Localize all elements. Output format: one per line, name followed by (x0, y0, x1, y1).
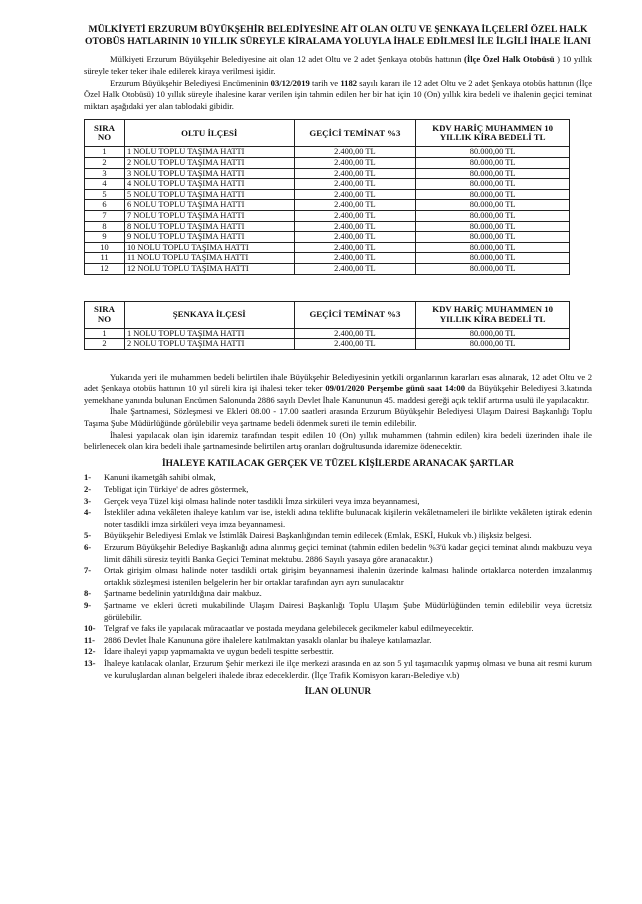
requirement-number: 9- (84, 599, 92, 610)
bus-type-emphasis: (İlçe Özel Halk Otobüsü (464, 54, 555, 65)
requirement-item (84, 646, 592, 658)
requirement-number: 12- (84, 646, 96, 657)
decision-number: 1182 (340, 77, 358, 88)
requirement-item (84, 542, 592, 565)
line-name-cell: 7 NOLU TOPLU TAŞIMA HATTI (124, 210, 294, 221)
auction-date-paragraph: Yukarıda yeri ile muhammen bedeli belirtilen ihale Büyükşehir Belediyesinin yetkili organlarının kararları esas alınarak, 12 adet Oltu ve 2 adet Şenkaya otobüs hattının 10 yıl süreli kira işi ihalesi teker teker 09/01/2020 Perşembe günü saat 14:00 da Büyükşehir Belediyesi 3.katında yemekhane yanında bulunan Encümen Salonunda 2886 sayılı Devlet İhale Kanununun 45. maddesi gereği açık teklif artırma usulü ile yapılacaktır. (84, 371, 592, 405)
requirements-title: İHALEYE KATILACAK GERÇEK VE TÜZEL KİŞİLERDE ARANACAK ŞARTLAR (161, 458, 515, 469)
deposit-cell: 2.400,00 TL (294, 168, 416, 179)
table-row (85, 339, 570, 350)
requirement-text: Ortak girişim olması halinde noter tasdikli ortak girişim beyannamesi ihalenin üzerinde kalması halinde ortaklarca noterden imzalanmış ortaklık sözleşmesi istenilen belgelerin her bir ortaklar tarafından ayrı ayrı sunulacaktır (104, 565, 592, 587)
requirement-item (84, 658, 592, 681)
line-name-cell: 5 NOLU TOPLU TAŞIMA HATTI (124, 189, 294, 200)
deposit-cell: 2.400,00 TL (294, 189, 416, 200)
requirement-text: İstekliler adına vekâleten ihaleye katılım var ise, istekli adına teklifte bulunacak kişilerin vekâletnameleri ile birlikte vekâleten iştirak edenin noter tasdikli imza sirküleri veya imza beyannamesi. (104, 507, 592, 529)
requirement-text: İdare ihaleyi yapıp yapmamakta ve uygun bedeli tespitte serbesttir. (104, 646, 334, 657)
row-number-cell: 11 (85, 253, 125, 264)
table-row (85, 179, 570, 190)
auction-datetime: 09/01/2020 Perşembe günü saat 14:00 (325, 383, 465, 394)
table-row (85, 189, 570, 200)
requirement-item (84, 530, 592, 542)
requirement-text: Kanuni ikametgâh sahibi olmak, (104, 472, 216, 483)
requirement-item (84, 623, 592, 635)
requirement-text: Telgraf ve faks ile yapılacak müracaatlar ve postada meydana gelebilecek gecikmeler kabul edilmeyecektir. (104, 623, 474, 634)
specification-paragraph: İhale Şartnamesi, Sözleşmesi ve Ekleri 08.00 - 17.00 saatleri arasında Erzurum Büyükşehir Belediyesi Ulaşım Dairesi Başkanlığı Toplu Taşıma Şube Müdürlüğünde görülebilir veya şartname bedeli ödenmek sureti ile temin edilebilir. (84, 406, 592, 429)
line-name-cell: 4 NOLU TOPLU TAŞIMA HATTI (124, 179, 294, 190)
requirement-text: Büyükşehir Belediyesi Emlak ve İstimlâk Dairesi Başkanlığından temin edilecek (Emlak, ESKİ, Hukuk vb.) ilişksiz belgesi. (104, 530, 532, 541)
table-row (85, 253, 570, 264)
senkaya-table (84, 301, 570, 350)
line-name-cell: 9 NOLU TOPLU TAŞIMA HATTI (124, 232, 294, 243)
requirement-number: 1- (84, 472, 92, 483)
deposit-cell: 2.400,00 TL (294, 221, 416, 232)
requirement-number: 7- (84, 565, 92, 576)
table-row (85, 168, 570, 179)
requirement-item (84, 472, 592, 484)
row-number-cell: 6 (85, 200, 125, 211)
column-header: KDV HARİÇ MUHAMMEN 10 YILLIK KİRA BEDELİ TL (416, 120, 570, 147)
line-name-cell: 2 NOLU TOPLU TAŞIMA HATTI (124, 339, 294, 350)
requirement-text: 2886 Devlet İhale Kanununa göre ihalelere katılmaktan yasaklı olanlar bu ihaleye katılamazlar. (104, 634, 432, 645)
column-header: ŞENKAYA İLÇESİ (124, 301, 294, 328)
row-number-cell: 8 (85, 221, 125, 232)
deposit-cell: 2.400,00 TL (294, 253, 416, 264)
line-name-cell: 1 NOLU TOPLU TAŞIMA HATTI (124, 328, 294, 339)
oltu-table-header (85, 120, 570, 147)
row-number-cell: 4 (85, 179, 125, 190)
table-row (85, 232, 570, 243)
deposit-cell: 2.400,00 TL (294, 179, 416, 190)
line-name-cell: 10 NOLU TOPLU TAŞIMA HATTI (124, 242, 294, 253)
row-number-cell: 10 (85, 242, 125, 253)
rent-cell: 80.000,00 TL (416, 157, 570, 168)
row-number-cell: 1 (85, 147, 125, 158)
requirement-item (84, 507, 592, 530)
row-number-cell: 5 (85, 189, 125, 200)
deposit-cell: 2.400,00 TL (294, 328, 416, 339)
table-row (85, 263, 570, 274)
requirement-text: Şartname bedelinin yatırıldığına dair makbuz. (104, 588, 262, 599)
intro-paragraph-2: Erzurum Büyükşehir Belediyesi Encümeninin 03/12/2019 tarih ve 1182 sayılı kararı ile 12 adet Oltu ve 2 adet Şenkaya otobüs hattının (İlçe Özel Halk Otobüsü) 10 yıllık süreyle ihalesine karar verilen işin tahmin edilen her bir hat için 10 (On) yıllık kira bedeli ve ihalenin geçici teminat miktarı aşağıdaki yer alan tablodaki gibidir. (84, 77, 593, 111)
row-number-cell: 3 (85, 168, 125, 179)
table-row (85, 147, 570, 158)
requirement-number: 3- (84, 495, 92, 506)
requirement-item (84, 588, 592, 600)
row-number-cell: 12 (85, 263, 125, 274)
line-name-cell: 1 NOLU TOPLU TAŞIMA HATTI (124, 147, 294, 158)
line-name-cell: 2 NOLU TOPLU TAŞIMA HATTI (124, 157, 294, 168)
line-name-cell: 3 NOLU TOPLU TAŞIMA HATTI (124, 168, 294, 179)
column-header: KDV HARİÇ MUHAMMEN 10 YILLIK KİRA BEDELİ TL (416, 301, 570, 328)
table-row (85, 210, 570, 221)
rent-cell: 80.000,00 TL (416, 328, 570, 339)
requirement-text: Şartname ve ekleri ücreti mukabilinde Ulaşım Dairesi Başkanlığı Toplu Ulaşım Şube Müdürlüğünden temin edilebilir veya ücretsiz görülebilir. (104, 599, 592, 622)
table-row (85, 221, 570, 232)
requirement-number: 11- (84, 634, 95, 645)
requirement-item (84, 496, 592, 508)
intro-paragraph-1: Mülkiyeti Erzurum Büyükşehir Belediyesine ait olan 12 adet Oltu ve 2 adet Şenkaya otobüs hattının (İlçe Özel Halk Otobüsü ) 10 yıllık süreyle teker teker ihale edilerek kiraya verilmesi işidir. (84, 54, 593, 76)
row-number-cell: 7 (85, 210, 125, 221)
deposit-cell: 2.400,00 TL (294, 200, 416, 211)
row-number-cell: 2 (85, 339, 125, 350)
requirement-number: 6- (84, 542, 92, 552)
payment-paragraph: İhalesi yapılacak olan işin idaremiz tarafından tespit edilen 10 (On) yıllık muhammen (tahmin edilen) kira bedeli üzerinden ihale ile belirlenecek olan kira bedeli ihale şartnamesinde belirtilen artış oranları doğrultusunda idaremize ödenecektir. (84, 429, 592, 452)
line-name-cell: 11 NOLU TOPLU TAŞIMA HATTI (124, 253, 294, 264)
council-date: 03/12/2019 (270, 77, 310, 88)
column-header: GEÇİCİ TEMİNAT %3 (294, 301, 416, 328)
deposit-cell: 2.400,00 TL (294, 339, 416, 350)
deposit-cell: 2.400,00 TL (294, 232, 416, 243)
requirement-number: 2- (84, 484, 92, 495)
column-header: SIRA NO (85, 120, 125, 147)
requirement-text: Tebligat için Türkiye' de adres göstermek, (104, 484, 249, 495)
requirement-number: 4- (84, 507, 92, 518)
oltu-table (84, 119, 570, 274)
senkaya-table-body (85, 328, 570, 349)
requirement-text: İhaleye katılacak olanlar, Erzurum Şehir merkezi ile ilçe merkezi arasında en az son 5 yıl taşımacılık yapmış olması ve buna ait resmi kurum ve kuruluşlardan alınan belgeleri ihalede ibraz edeceklerdir. (İlçe Trafik Komisyon kararı-Belediye v.b) (104, 657, 592, 680)
table-row (85, 200, 570, 211)
rent-cell: 80.000,00 TL (416, 263, 570, 274)
column-header: SIRA NO (85, 301, 125, 328)
requirement-item (84, 635, 592, 647)
rent-cell: 80.000,00 TL (416, 242, 570, 253)
rent-cell: 80.000,00 TL (416, 221, 570, 232)
deposit-cell: 2.400,00 TL (294, 147, 416, 158)
row-number-cell: 1 (85, 328, 125, 339)
rent-cell: 80.000,00 TL (416, 253, 570, 264)
senkaya-table-header (85, 301, 570, 328)
deposit-cell: 2.400,00 TL (294, 210, 416, 221)
line-name-cell: 8 NOLU TOPLU TAŞIMA HATTI (124, 221, 294, 232)
table-row (85, 157, 570, 168)
deposit-cell: 2.400,00 TL (294, 263, 416, 274)
requirement-item (84, 565, 592, 588)
rent-cell: 80.000,00 TL (416, 179, 570, 190)
oltu-table-body (85, 147, 570, 274)
requirement-number: 10- (84, 623, 96, 634)
row-number-cell: 9 (85, 232, 125, 243)
rent-cell: 80.000,00 TL (416, 189, 570, 200)
deposit-cell: 2.400,00 TL (294, 242, 416, 253)
table-row (85, 328, 570, 339)
line-name-cell: 6 NOLU TOPLU TAŞIMA HATTI (124, 200, 294, 211)
rent-cell: 80.000,00 TL (416, 168, 570, 179)
document-title: MÜLKİYETİ ERZURUM BÜYÜKŞEHİR BELEDİYESİNE AİT OLAN OLTU VE ŞENKAYA İLÇELERİ ÖZEL HALK OTOBÜS HATLARININ 10 YILLIK SÜREYLE KİRALAMA YOLUYLA İHALE EDİLMESİ İLE İLGİLİ İHALE İLANI (85, 24, 591, 48)
requirement-number: 8- (84, 588, 92, 599)
requirement-item (84, 600, 592, 623)
requirement-text: Erzurum Büyükşehir Belediye Başkanlığı adına alınmış geçici teminat (tahmin edilen bedelin %3'ü kadar geçici teminat alındı makbuzu veya limit dâhili süresiz teyitli Banka Geçici Teminat mektubu. 2886 Sayılı yasaya göre aranacaktır.) (104, 542, 592, 564)
requirement-item (84, 484, 592, 496)
column-header: OLTU İLÇESİ (124, 120, 294, 147)
line-name-cell: 12 NOLU TOPLU TAŞIMA HATTI (124, 263, 294, 274)
requirement-number: 5- (84, 530, 92, 541)
requirement-text: Gerçek veya Tüzel kişi olması halinde noter tasdikli İmza sirküleri veya imza beyannamesi, (104, 495, 420, 506)
rent-cell: 80.000,00 TL (416, 232, 570, 243)
rent-cell: 80.000,00 TL (416, 210, 570, 221)
closing-statement: İLAN OLUNUR (304, 687, 372, 698)
table-row (85, 242, 570, 253)
requirement-number: 13- (84, 657, 96, 668)
column-header: GEÇİCİ TEMİNAT %3 (294, 120, 416, 147)
requirements-list (84, 472, 592, 681)
rent-cell: 80.000,00 TL (416, 339, 570, 350)
deposit-cell: 2.400,00 TL (294, 157, 416, 168)
row-number-cell: 2 (85, 157, 125, 168)
rent-cell: 80.000,00 TL (416, 200, 570, 211)
rent-cell: 80.000,00 TL (416, 147, 570, 158)
